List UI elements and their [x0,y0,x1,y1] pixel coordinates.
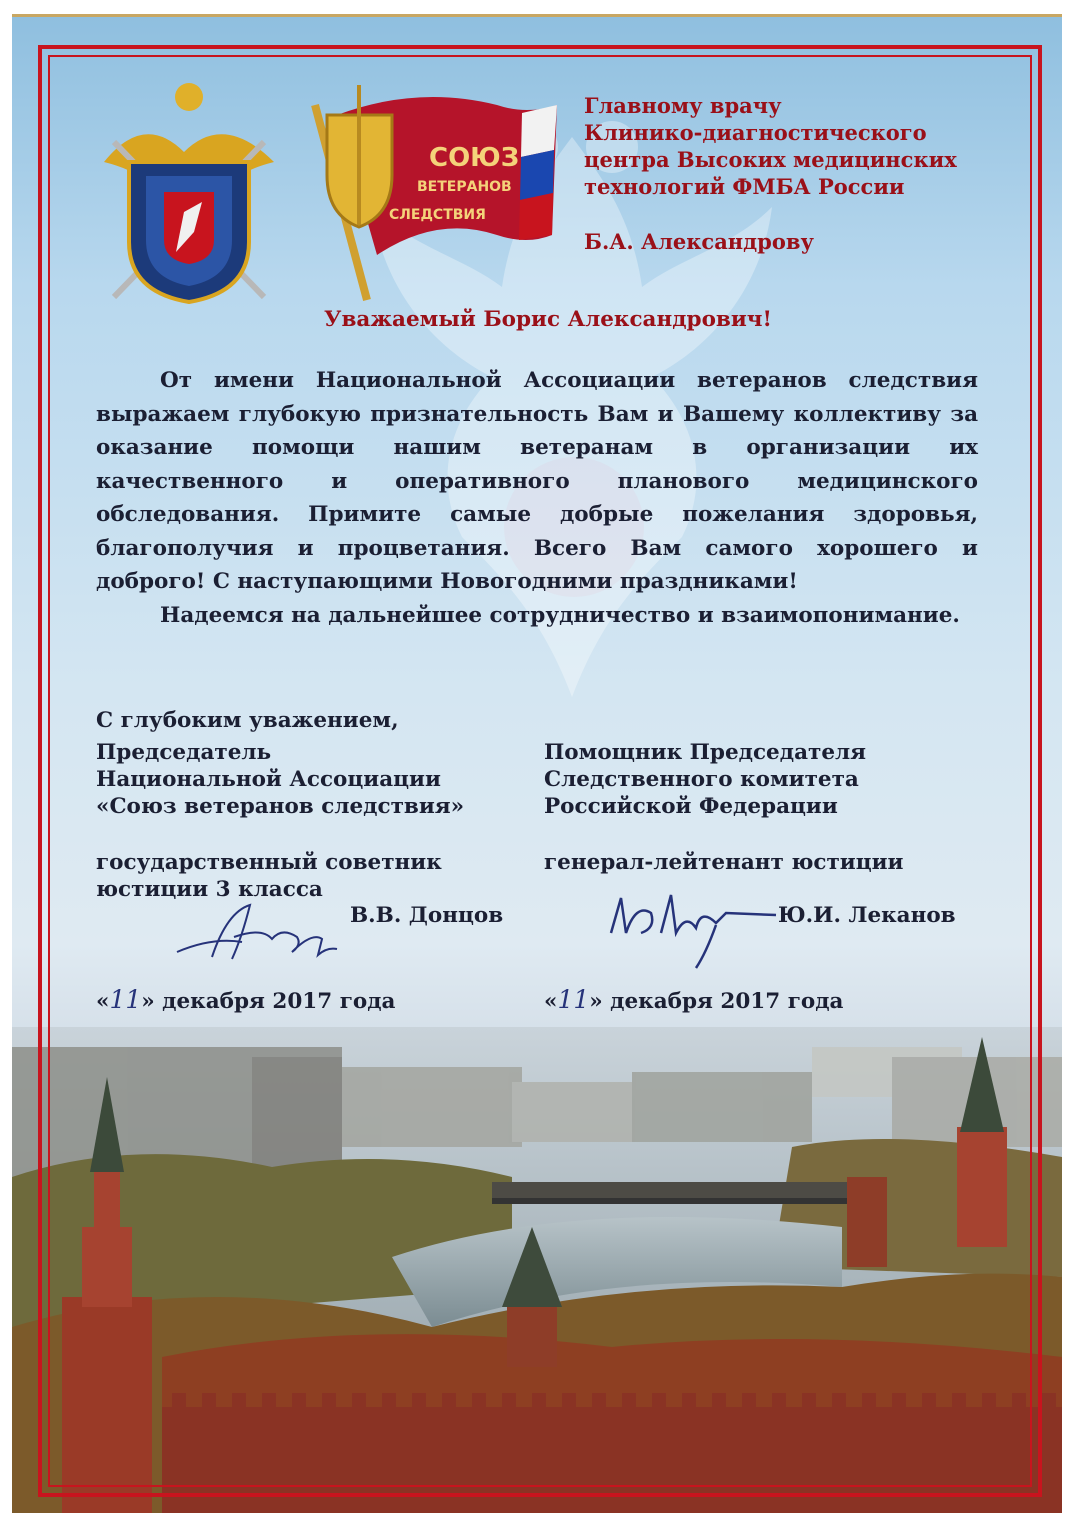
closing-phrase: С глубоким уважением, [96,708,399,733]
addressee-block [584,92,1014,255]
left-date-rest: » декабря 2017 года [141,989,396,1014]
veterans-union-badge [297,75,567,309]
left-date [96,985,395,1014]
body-paragraph-1: От имени Национальной Ассоциации ветеранов следствия выражаем глубокую признательность Вам и Вашему коллективу за оказание помощи нашим ветеранам в организации их качественного и оперативного планового медицинского обследования. Примите самые добрые пожелания здоровья, благополучия и процветания. Всего Вам самого хорошего и доброго! С наступающими Новогодними праздниками! [96,368,978,594]
left-signatory-name: В.В. Донцов [350,903,504,928]
right-title-line: Помощник Председателя [544,740,867,765]
addressee-line: центра Высоких медицинских [584,147,957,172]
left-rank-line: юстиции 3 класса [96,877,323,902]
right-signatory-rank [544,849,904,876]
salutation: Уважаемый Борис Александрович! [324,307,772,332]
right-title-line: Следственного комитета [544,767,859,792]
right-signatory-title [544,739,984,820]
addressee-name: Б.А. Александрову [584,229,814,254]
body-paragraph-2: Надеемся на дальнейшее сотрудничество и взаимопонимание. [160,602,960,628]
right-rank-line: генерал-лейтенант юстиции [544,850,904,875]
addressee-line: Клинико-диагностического [584,120,927,145]
badge-word-sledstviya: СЛЕДСТВИЯ [389,207,486,223]
left-title-line: Национальной Ассоциации [96,767,441,792]
badge-word-soyuz: СОЮЗ [429,143,520,173]
right-title-line: Российской Федерации [544,794,838,819]
left-title-line: «Союз ветеранов следствия» [96,794,465,819]
left-rank-line: государственный советник [96,850,442,875]
date-quote-open: « [544,989,558,1014]
letter-body [96,364,978,632]
right-date-day: 11 [557,985,590,1014]
left-date-day: 11 [109,985,142,1014]
left-signatory-rank [96,849,442,903]
badge-word-veteranov: ВЕТЕРАНОВ [417,179,512,195]
right-handwritten-signature [606,883,806,973]
left-title-line: Председатель [96,740,272,765]
right-date [544,985,843,1014]
addressee-line: Главному врачу [584,93,782,118]
left-handwritten-signature [172,897,352,967]
right-date-rest: » декабря 2017 года [589,989,844,1014]
date-quote-open: « [96,989,110,1014]
addressee-line: технологий ФМБА России [584,174,905,199]
investigative-committee-emblem [84,72,294,307]
letter-sheet [12,14,1062,1513]
left-signatory-title [96,739,536,820]
right-signatory-name: Ю.И. Леканов [778,903,956,928]
